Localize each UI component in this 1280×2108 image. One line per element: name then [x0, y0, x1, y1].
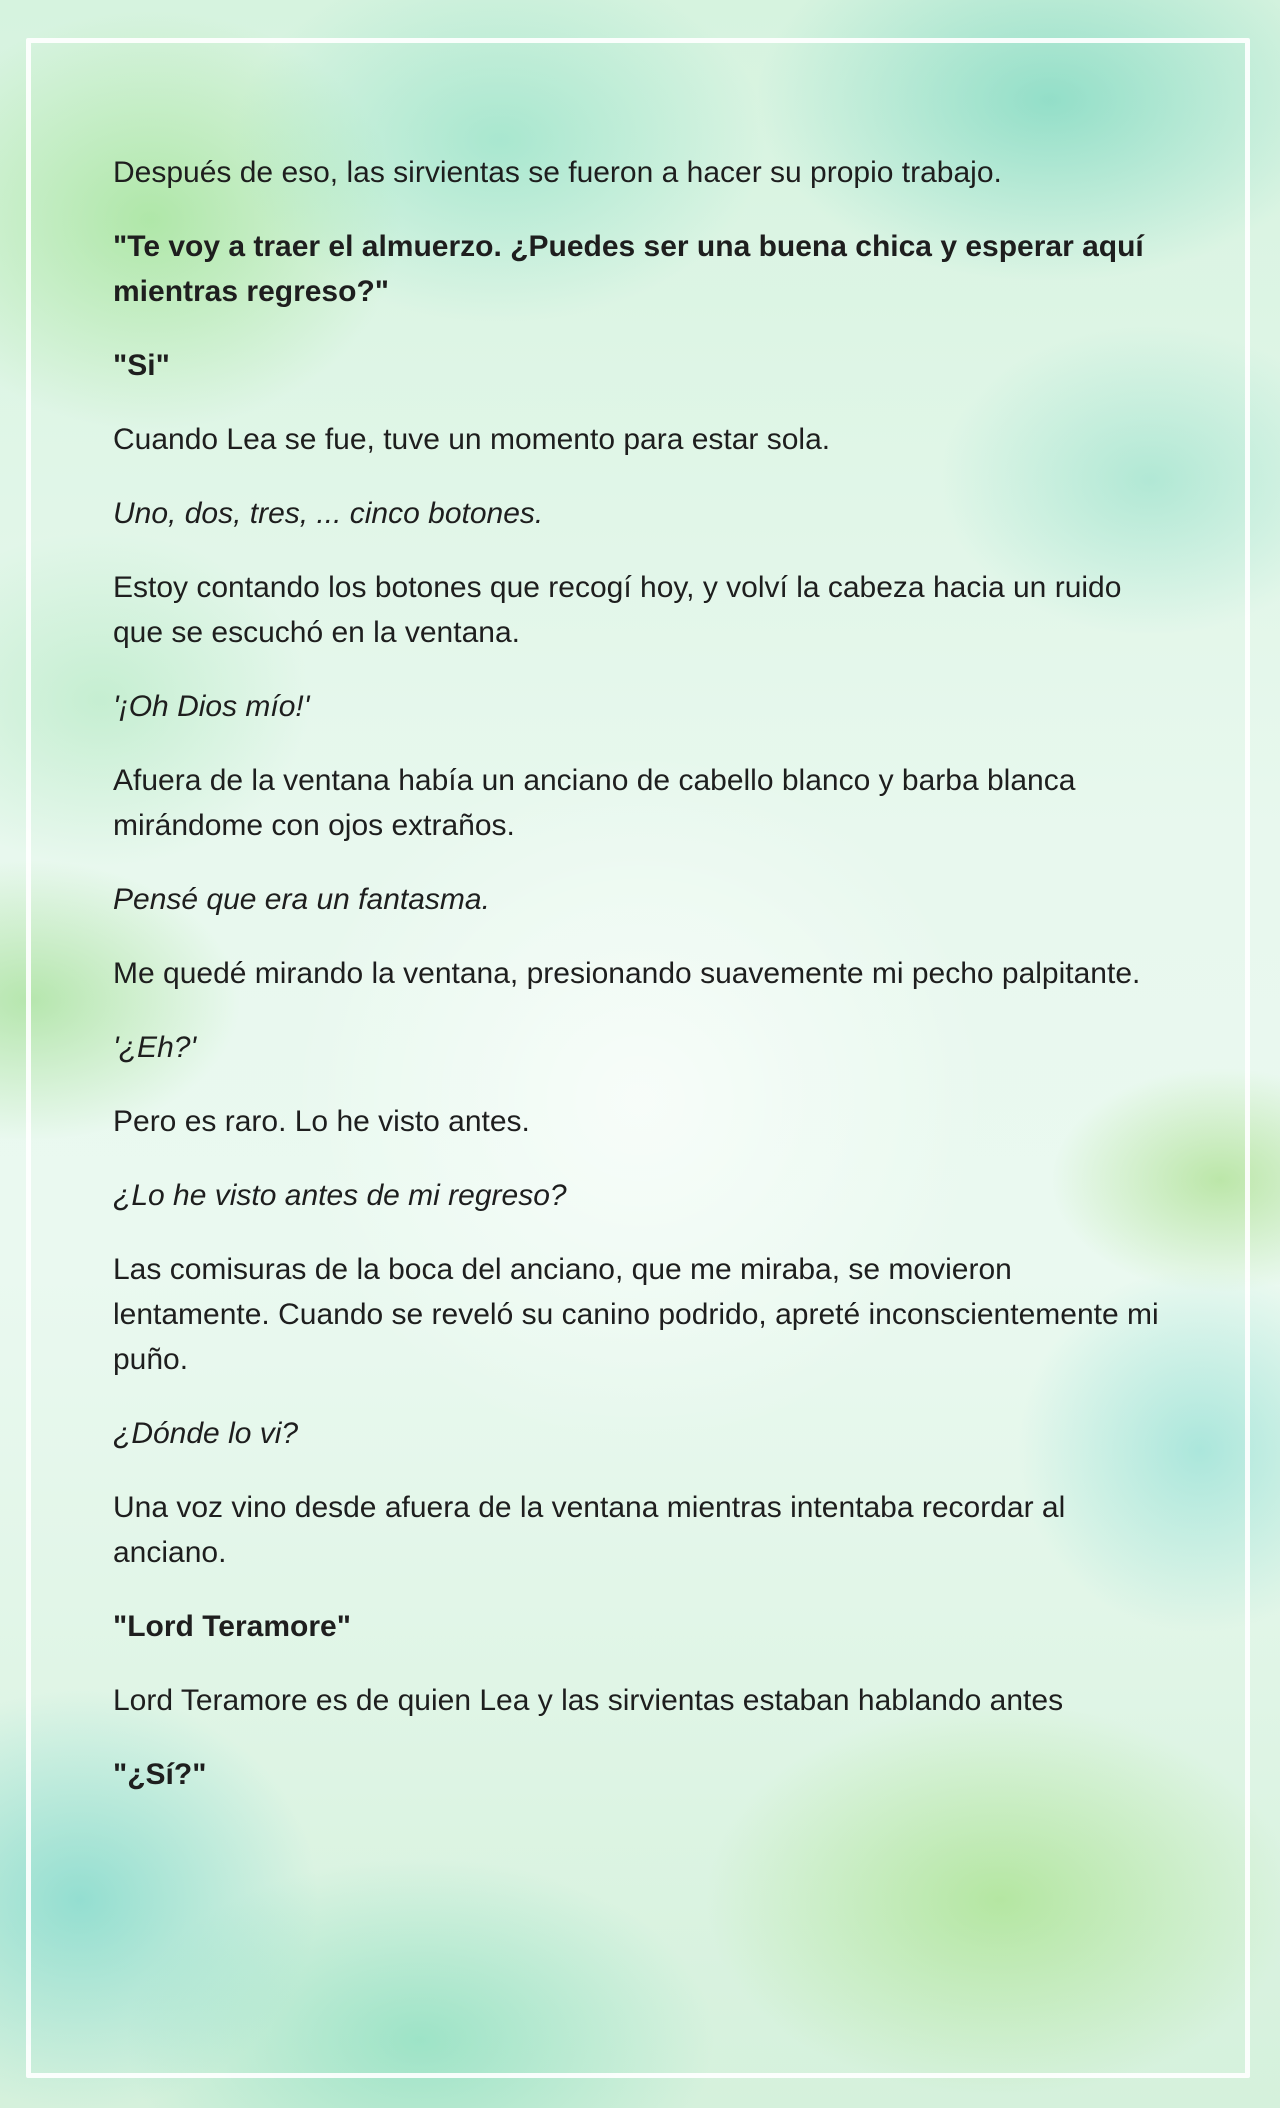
thought-paragraph: ¿Lo he visto antes de mi regreso?	[113, 1179, 567, 1212]
paragraph: Pero es raro. Lo he visto antes.	[113, 1105, 530, 1138]
paragraph: Después de eso, las sirvientas se fueron a hacer su propio trabajo.	[113, 156, 1002, 189]
dialogue-paragraph: "Lord Teramore"	[113, 1610, 351, 1643]
paragraph: Cuando Lea se fue, tuve un momento para estar sola.	[113, 423, 831, 456]
thought-paragraph: Uno, dos, tres, ... cinco botones.	[113, 497, 544, 530]
paragraph: Las comisuras de la boca del anciano, que me miraba, se movieron lentamente. Cuando se reveló su canino podrido, apreté inconscientemente mi puño.	[113, 1253, 1159, 1376]
paragraph: Estoy contando los botones que recogí hoy, y volví la cabeza hacia un ruido que se escuchó en la ventana.	[113, 571, 1122, 649]
thought-paragraph: Pensé que era un fantasma.	[113, 883, 490, 916]
paragraph: Afuera de la ventana había un anciano de cabello blanco y barba blanca mirándome con ojos extraños.	[113, 764, 1076, 842]
paragraph: Me quedé mirando la ventana, presionando suavemente mi pecho palpitante.	[113, 957, 1141, 990]
dialogue-paragraph: "Si"	[113, 349, 170, 382]
dialogue-paragraph: "Te voy a traer el almuerzo. ¿Puedes ser una buena chica y esperar aquí mientras regreso?"	[113, 230, 1144, 308]
paragraph: Lord Teramore es de quien Lea y las sirvientas estaban hablando antes	[113, 1684, 1064, 1717]
thought-paragraph: '¡Oh Dios mío!'	[113, 690, 310, 723]
thought-paragraph: '¿Eh?'	[113, 1031, 197, 1064]
paragraph: Una voz vino desde afuera de la ventana mientras intentaba recordar al anciano.	[113, 1491, 1066, 1569]
story-text	[113, 150, 1173, 1826]
thought-paragraph: ¿Dónde lo vi?	[113, 1417, 299, 1450]
dialogue-paragraph: "¿Sí?"	[113, 1758, 207, 1791]
